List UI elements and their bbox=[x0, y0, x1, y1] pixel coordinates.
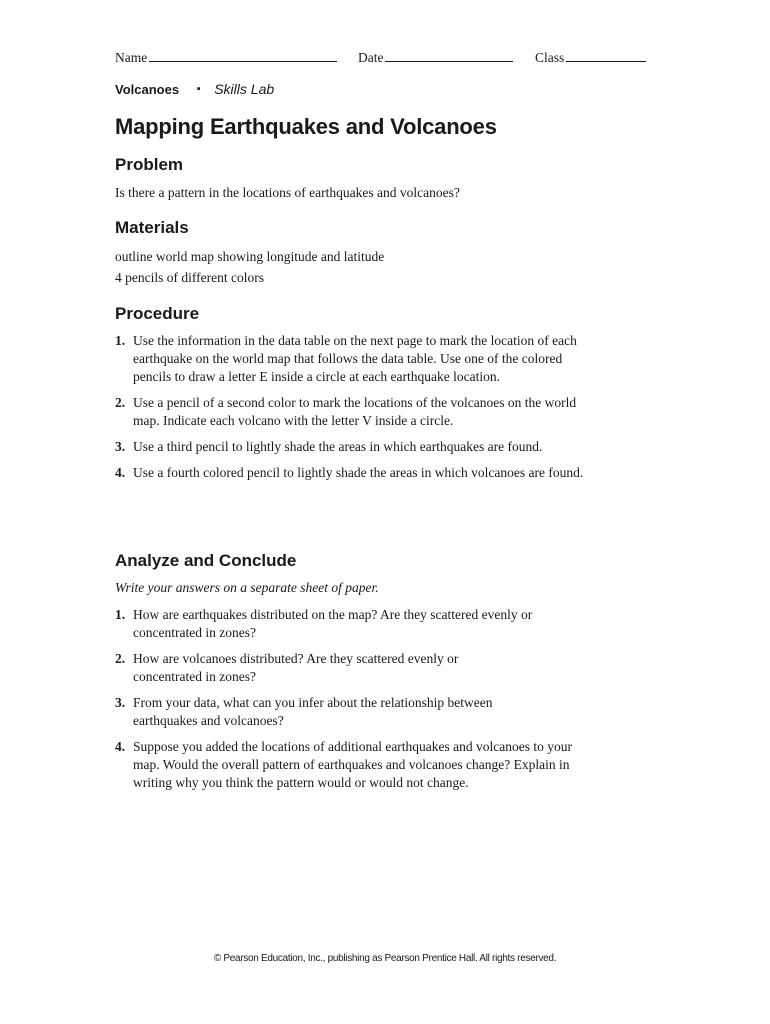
procedure-step bbox=[115, 438, 595, 456]
procedure-heading: Procedure bbox=[115, 304, 200, 323]
question-number: 1. bbox=[115, 607, 126, 622]
analyze-instruction: Write your answers on a separate sheet of paper. bbox=[115, 580, 379, 595]
date-label: Date bbox=[358, 50, 384, 65]
analyze-question bbox=[115, 694, 595, 730]
class-blank[interactable] bbox=[566, 60, 646, 62]
class-label: Class bbox=[535, 50, 565, 65]
step-text: Use a fourth colored pencil to lightly shade the areas in which volcanoes are found. bbox=[133, 465, 584, 480]
step-number: 3. bbox=[115, 439, 126, 454]
bullet-icon: ▪ bbox=[196, 83, 201, 95]
question-text: How are earthquakes distributed on the map? Are they scattered evenly or concentrated in zones? bbox=[133, 607, 533, 640]
procedure-step bbox=[115, 464, 595, 482]
breadcrumb bbox=[115, 81, 274, 97]
copyright-footer: © Pearson Education, Inc., publishing as Pearson Prentice Hall. All rights reserved. bbox=[213, 953, 557, 964]
question-text: From your data, what can you infer about the relationship between earthquakes and volcanoes? bbox=[133, 695, 493, 728]
question-number: 3. bbox=[115, 695, 126, 710]
analyze-question bbox=[115, 606, 595, 642]
analyze-question bbox=[115, 738, 595, 792]
name-field[interactable] bbox=[115, 50, 337, 66]
breadcrumb-section: Volcanoes bbox=[115, 82, 180, 97]
problem-heading: Problem bbox=[115, 155, 184, 174]
procedure-step bbox=[115, 394, 595, 430]
step-text: Use a pencil of a second color to mark the locations of the volcanoes on the world map. Indicate each volcano with the letter V inside a circle. bbox=[133, 395, 577, 428]
step-text: Use the information in the data table on the next page to mark the location of each earthquake on the world map that follows the data table. Use one of the colored pencils to draw a letter E inside a circle at each earthquake location. bbox=[133, 333, 577, 384]
procedure-step bbox=[115, 332, 595, 386]
breadcrumb-lab-type: Skills Lab bbox=[214, 81, 275, 97]
name-blank[interactable] bbox=[149, 60, 337, 62]
page-title: Mapping Earthquakes and Volcanoes bbox=[115, 114, 497, 139]
analyze-question bbox=[115, 650, 595, 686]
date-blank[interactable] bbox=[385, 60, 513, 62]
question-number: 4. bbox=[115, 739, 126, 754]
name-label: Name bbox=[115, 50, 148, 65]
materials-heading: Materials bbox=[115, 218, 189, 237]
problem-text: Is there a pattern in the locations of earthquakes and volcanoes? bbox=[115, 185, 460, 200]
step-number: 1. bbox=[115, 333, 126, 348]
procedure-list bbox=[115, 332, 595, 490]
step-number: 2. bbox=[115, 395, 126, 410]
materials-item: 4 pencils of different colors bbox=[115, 270, 264, 285]
question-number: 2. bbox=[115, 651, 126, 666]
question-text: Suppose you added the locations of additional earthquakes and volcanoes to your map. Would the overall pattern of earthquakes and volcanoes change? Explain in writing why you think the pattern would or would not change. bbox=[133, 739, 573, 790]
date-field[interactable] bbox=[358, 50, 513, 66]
question-text: How are volcanoes distributed? Are they scattered evenly or concentrated in zones? bbox=[133, 651, 459, 684]
analyze-heading: Analyze and Conclude bbox=[115, 551, 297, 570]
class-field[interactable] bbox=[535, 50, 646, 66]
materials-item: outline world map showing longitude and latitude bbox=[115, 249, 385, 264]
step-text: Use a third pencil to lightly shade the areas in which earthquakes are found. bbox=[133, 439, 543, 454]
analyze-questions-list bbox=[115, 606, 595, 800]
step-number: 4. bbox=[115, 465, 126, 480]
